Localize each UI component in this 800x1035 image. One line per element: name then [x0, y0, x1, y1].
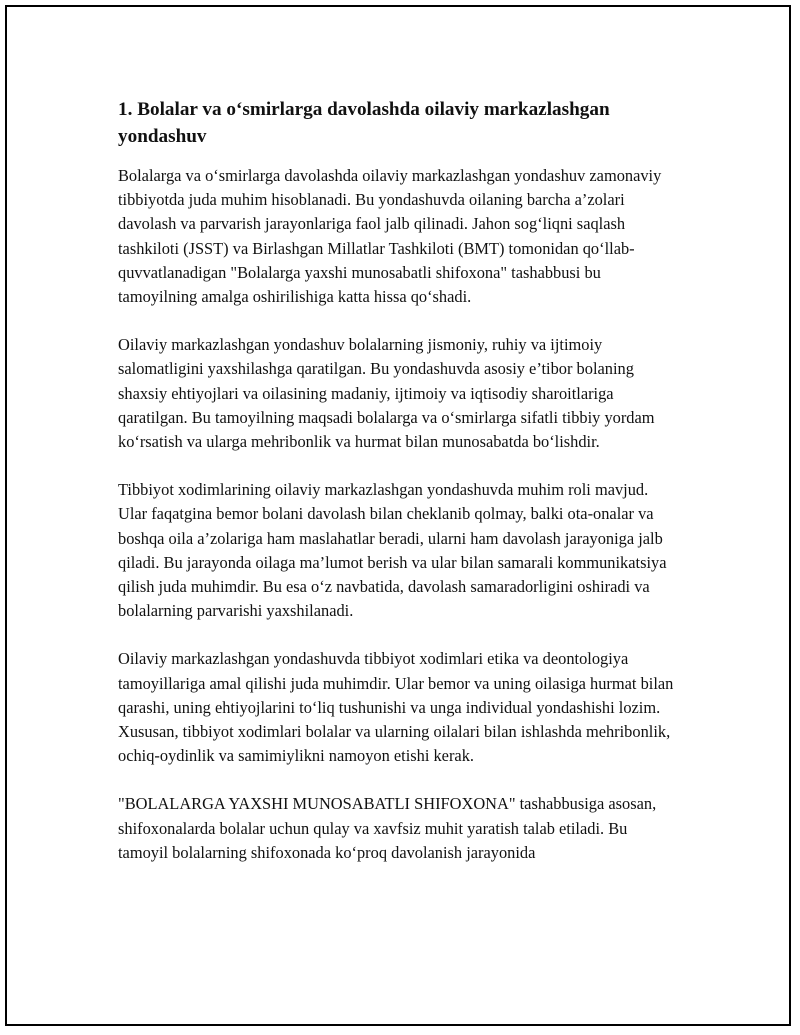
paragraph-3: Tibbiyot xodimlarining oilaviy markazlashgan yondashuvda muhim roli mavjud. Ular faqatgina bemor bolani davolash bilan cheklanib qolmay, balki ota-onalar va boshqa oila a’zolariga ham maslahatlar beradi, ularni ham davolash jarayoniga jalb qiladi. Bu jarayonda oilaga ma’lumot berish va ular bilan samarali kommunikatsiya qilish juda muhimdir. Bu esa o‘z navbatida, davolash samaradorligini oshiradi va bolalarning parvarishi yaxshilanadi. [118, 480, 667, 621]
paragraph-5: "BOLALARGA YAXSHI MUNOSABATLI SHIFOXONA" tashabbusiga asosan, shifoxonalarda bolalar uchun qulay va xavfsiz muhit yaratish talab etiladi. Bu tamoyil bolalarning shifoxonada ko‘proq davolanish jarayonida [118, 794, 657, 862]
paragraph-2: Oilaviy markazlashgan yondashuv bolalarning jismoniy, ruhiy va ijtimoiy salomatligini yaxshilashga qaratilgan. Bu yondashuvda asosiy e’tibor bolaning shaxsiy ehtiyojlari va oilasining madaniy, ijtimoiy va iqtisodiy sharoitlariga qaratilgan. Bu tamoyilning maqsadi bolalarga va o‘smirlarga sifatli tibbiy yordam ko‘rsatish va ularga mehribonlik va hurmat bilan munosabatda bo‘lishdir. [118, 335, 655, 452]
document-body [118, 96, 678, 889]
paragraph-4: Oilaviy markazlashgan yondashuvda tibbiyot xodimlari etika va deontologiya tamoyillariga amal qilishi juda muhimdir. Ular bemor va uning oilasiga hurmat bilan qarashi, uning ehtiyojlarini to‘liq tushunishi va unga individual yondashishi lozim. Xususan, tibbiyot xodimlari bolalar va ularning oilalari bilan ishlashda mehribonlik, ochiq-oydinlik va samimiylikni namoyon etishi kerak. [118, 649, 674, 766]
section-heading: 1. Bolalar va o‘smirlarga davolashda oilaviy markazlashgan yondashuv [118, 99, 610, 147]
paragraph-1: Bolalarga va o‘smirlarga davolashda oilaviy markazlashgan yondashuv zamonaviy tibbiyotda juda muhim hisoblanadi. Bu yondashuvda oilaning barcha a’zolari davolash va parvarish jarayonlariga faol jalb qilinadi. Jahon sog‘liqni saqlash tashkiloti (JSST) va Birlashgan Millatlar Tashkiloti (BMT) tomonidan qo‘llab-quvvatlanadigan "Bolalarga yaxshi munosabatli shifoxona" tashabbusi bu tamoyilning amalga oshirilishiga katta hissa qo‘shadi. [118, 166, 662, 307]
